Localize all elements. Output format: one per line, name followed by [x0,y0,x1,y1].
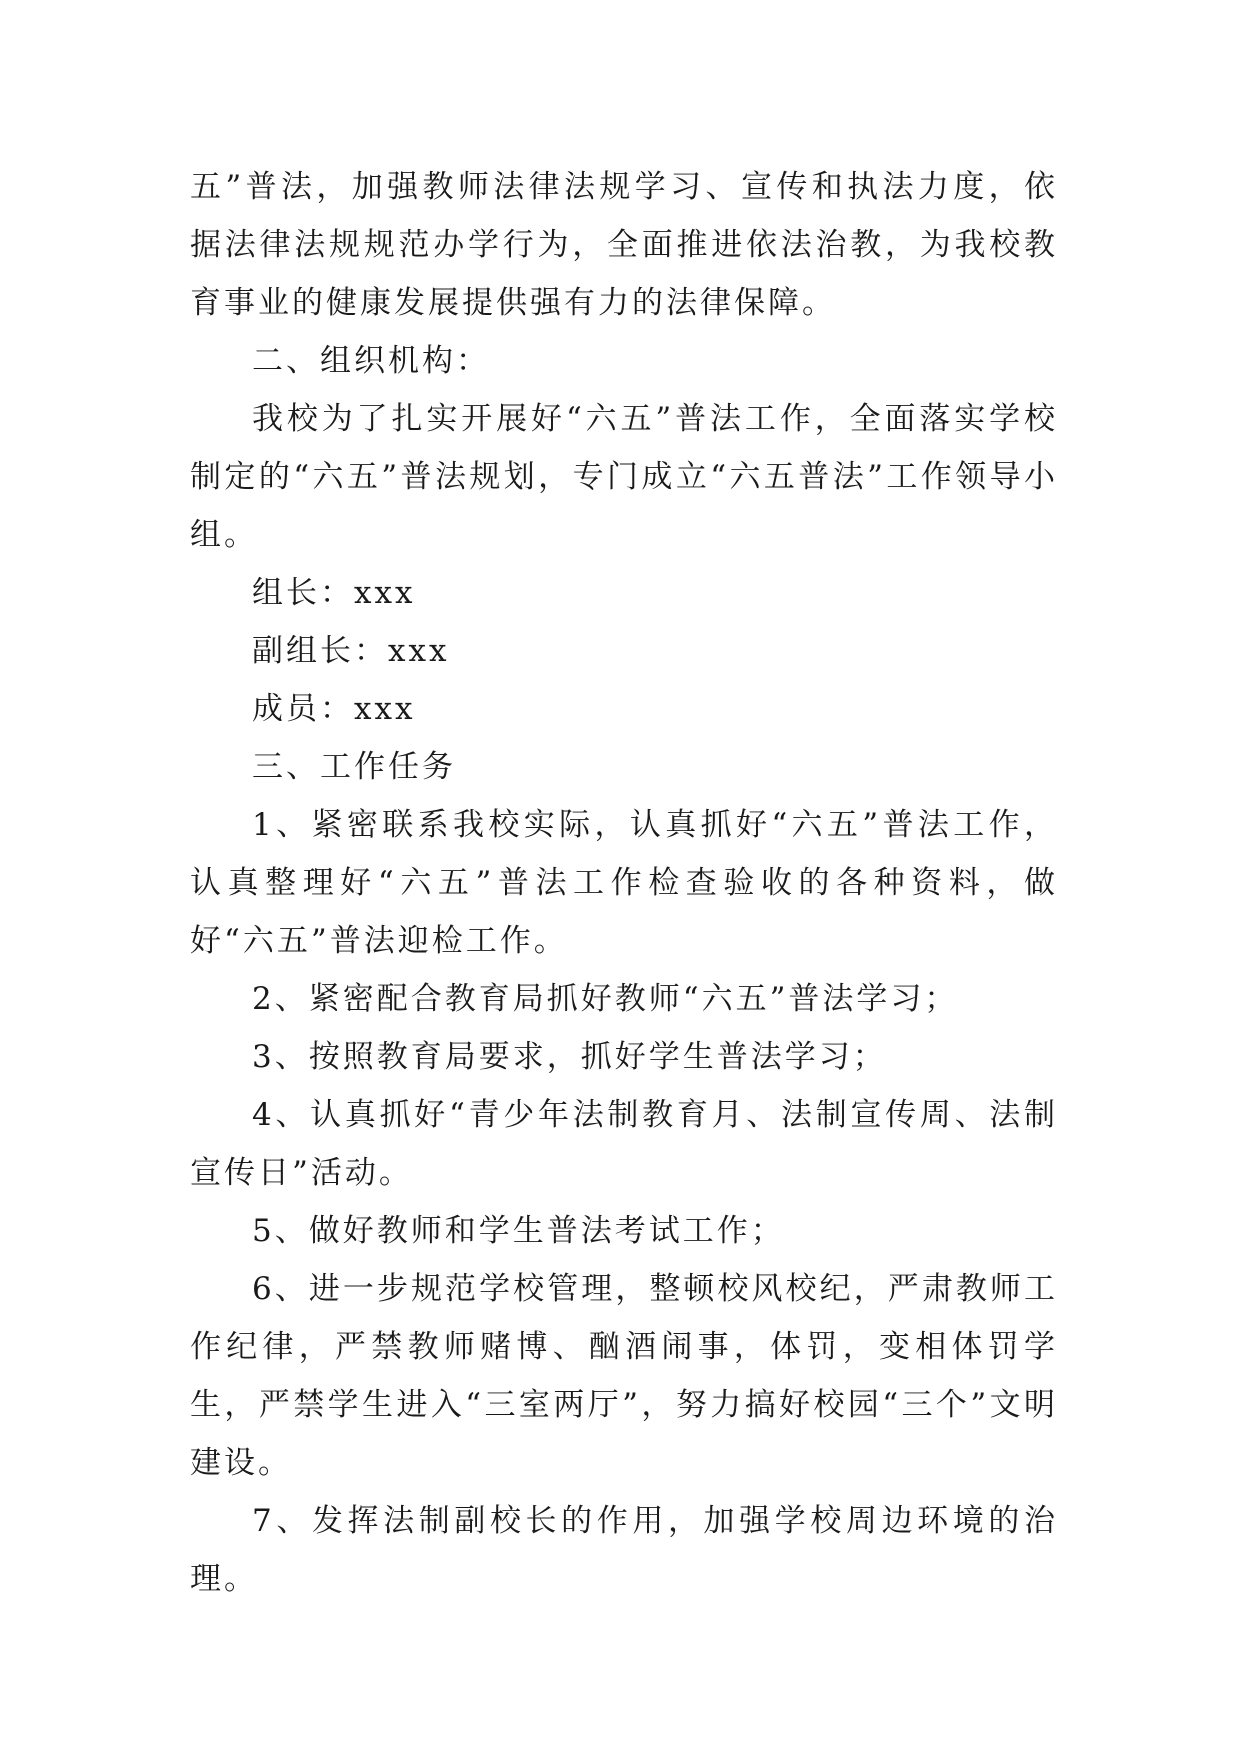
task-item-1: 1、紧密联系我校实际，认真抓好“六五”普法工作，认真整理好“六五”普法工作检查验收的各种资料，做好“六五”普法迎检工作。 [190,807,1058,959]
deputy-leader-line: 副组长：xxx [252,633,450,669]
task-item-6: 6、进一步规范学校管理，整顿校风校纪，严肃教师工作纪律，严禁教师赌博、酗酒闹事，体罚，变相体罚学生，严禁学生进入“三室两厅”，努力搞好校园“三个”文明建设。 [190,1271,1058,1481]
task-item-7: 7、发挥法制副校长的作用，加强学校周边环境的治理。 [190,1503,1058,1597]
task-item-5: 5、做好教师和学生普法考试工作； [252,1213,785,1249]
task-item-2: 2、紧密配合教育局抓好教师“六五”普法学习； [252,981,959,1017]
task-item-3: 3、按照教育局要求，抓好学生普法学习； [252,1039,887,1075]
leader-line: 组长：xxx [252,575,416,611]
heading-organization: 二、组织机构： [252,343,490,379]
paragraph-intro-continuation: 五”普法，加强教师法律法规学习、宣传和执法力度，依据法律法规规范办学行为，全面推进依法治教，为我校教育事业的健康发展提供强有力的法律保障。 [190,169,1058,321]
document-body [190,158,1058,1608]
paragraph-organization: 我校为了扎实开展好“六五”普法工作，全面落实学校制定的“六五”普法规划，专门成立“六五普法”工作领导小组。 [190,401,1058,553]
task-item-4: 4、认真抓好“青少年法制教育月、法制宣传周、法制宣传日”活动。 [190,1097,1058,1191]
heading-tasks: 三、工作任务 [252,749,456,785]
members-line: 成员：xxx [252,691,416,727]
